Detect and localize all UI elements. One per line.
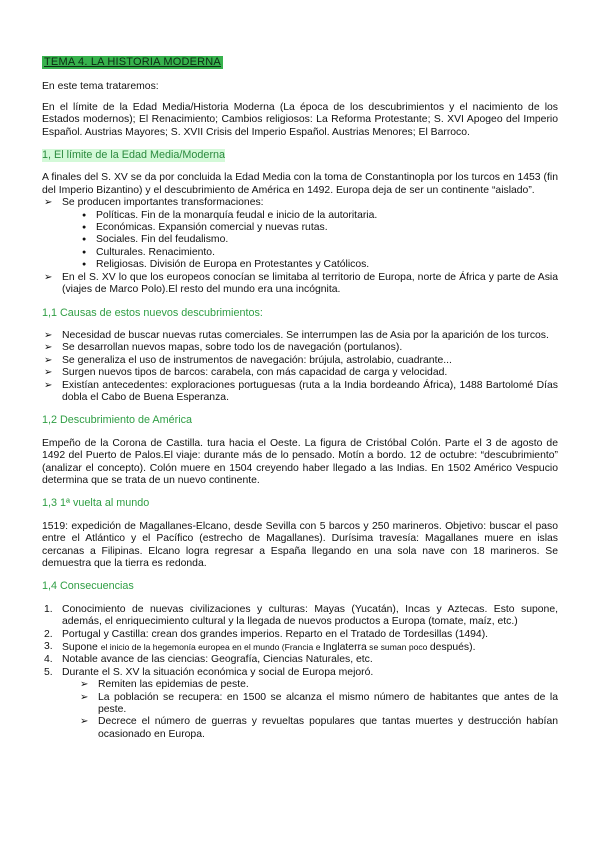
section-1-4 [42, 580, 558, 741]
list-item: ➢ Existían antecedentes: exploraciones portuguesas (ruta a la India bordeando África), 1488 Bartolomé Días dobla el Cabo de Buena Esperanza. [42, 380, 558, 405]
list-item-text: Portugal y Castilla: crean dos grandes imperios. Reparto en el Tratado de Tordesillas (1494). [62, 628, 489, 640]
list-number: 2. [44, 628, 53, 640]
list-number: 3. [44, 641, 53, 653]
document-page [42, 56, 558, 741]
list-item: ➢ Necesidad de buscar nuevas rutas comerciales. Se interrumpen las de Asia por la aparición de los turcos. [42, 330, 558, 342]
list-item: ● Políticas. Fin de la monarquía feudal e inicio de la autoritaria. [62, 210, 558, 222]
list-item [42, 604, 558, 629]
causes-list [42, 330, 558, 404]
section-1-3-heading: 1,3 1ª vuelta al mundo [42, 497, 150, 510]
list-item-text: Durante el S. XV la situación económica y social de Europa mejoró. [62, 666, 374, 678]
list-item [42, 667, 558, 741]
list-item [42, 641, 558, 654]
list-item [42, 197, 558, 271]
section-1-2-paragraph: Empeño de la Corona de Castilla. tura hacia el Oeste. La figura de Cristóbal Colón. Parte el 3 de agosto de 1492 del Puerto de Palos.El viaje: durante más de lo pensado. Motín a bordo. 12 de octubre: “descubrimiento” (analizar el concepto). Colón muere en 1504 creyendo haber llegado a las Indias. En 1502 Américo Vespucio determina que se trata de un nuevo continente. [42, 437, 558, 486]
list-item-text: Inglaterra [322, 642, 367, 654]
list-number: 4. [44, 654, 53, 666]
list-item-text-small: el inicio de la hegemonía europea en el mundo [100, 642, 280, 653]
list-item-text: Conocimiento de nuevas civilizaciones y culturas: Mayas (Yucatán), Incas y Aztecas. Esto supone, además, el enriquecimiento cultural y la llegada de nuevos productos a Europa (tomate, maíz, etc.) [62, 603, 558, 628]
list-item: ● Religiosas. División de Europa en Protestantes y Católicos. [62, 259, 558, 271]
section-1-4-heading: 1,4 Consecuencias [42, 580, 134, 593]
list-item: ● Económicas. Expansión comercial y nuevas rutas. [62, 222, 558, 234]
list-number: 1. [44, 603, 53, 615]
list-item: ➢ Remiten las epidemias de peste. [62, 679, 558, 691]
section-1-1-heading: 1,1 Causas de estos nuevos descubrimientos: [42, 306, 263, 319]
section-1-3-paragraph: 1519: expedición de Magallanes-Elcano, desde Sevilla con 5 barcos y 250 marineros. Objetivo: buscar el paso entre el Atlántico y el Pacífico (estrecho de Magallanes). Durísima travesía: Magallanes muere en islas cercanas a Filipinas. Elcano logra regresar a España llegando en una sola nave con 18 marineros. Se demuestra que la tierra es redonda. [42, 520, 558, 569]
list-item: ➢ En el S. XV lo que los europeos conocían se limitaba al territorio de Europa, norte de África y parte de Asia (viajes de Marco Polo).El resto del mundo era una incógnita. [42, 272, 558, 297]
list-item: ● Sociales. Fin del feudalismo. [62, 234, 558, 246]
intro-text: En el límite de la Edad Media/Historia Moderna (La época de los descubrimientos y el nacimiento de los Estados modernos); El Renacimiento; Cambios religiosos: La Reforma Protestante; S. XVI Apogeo del Imperio Español. Austrias Mayores; S. XVII Crisis del Imperio Español. Austrias Menores; El Barroco. [42, 101, 558, 138]
list-item-text: Notable avance de las ciencias: Geografía, Ciencias Naturales, etc. [62, 654, 373, 666]
section-1-2 [42, 414, 558, 487]
list-item [42, 654, 558, 666]
list-item: ● Culturales. Renacimiento. [62, 247, 558, 259]
list-number: 5. [44, 666, 53, 678]
section-1-1 [42, 307, 558, 405]
section-1-heading: 1, El límite de la Edad Media/Moderna [42, 149, 226, 162]
section-1-paragraph: A finales del S. XV se da por concluida la Edad Media con la toma de Constantinopla por los turcos en 1453 (fin del Imperio Bizantino) y el descubrimiento de América en 1492. Europa deja de ser un continente “aislado”. [42, 172, 558, 196]
section-1-3 [42, 497, 558, 570]
list-item: ➢ La población se recupera: en 1500 se alcanza el mismo número de habitantes que antes de la peste. [62, 692, 558, 717]
list-item-text-small: se suman poco [366, 642, 430, 653]
section-1 [42, 149, 558, 296]
list-item: ➢ Decrece el número de guerras y revueltas populares que tantas muertes y destrucción habían ocasionado en Europa. [62, 716, 558, 741]
list-item: ➢ Se generaliza el uso de instrumentos de navegación: brújula, astrolabio, cuadrante... [42, 355, 558, 367]
list-item-text-small: (Francia e [279, 642, 323, 653]
list-item-text: después). [429, 642, 476, 654]
list-item-text: Se producen importantes transformaciones: [62, 197, 264, 209]
page-title: TEMA 4. LA HISTORIA MODERNA [44, 56, 221, 68]
section-1-2-heading: 1,2 Descubrimiento de América [42, 414, 193, 427]
list-item-text: Supone [62, 642, 101, 654]
intro-heading: En este tema trataremos: [42, 81, 159, 93]
list-item [42, 629, 558, 641]
list-item: ➢ Se desarrollan nuevos mapas, sobre todo los de navegación (portulanos). [42, 342, 558, 354]
transformations-list [62, 210, 558, 272]
europe-improvements-list [62, 679, 558, 741]
consequences-list [42, 604, 558, 741]
list-item: ➢ Surgen nuevos tipos de barcos: carabela, con más capacidad de carga y velocidad. [42, 367, 558, 379]
section-1-list [42, 197, 558, 296]
